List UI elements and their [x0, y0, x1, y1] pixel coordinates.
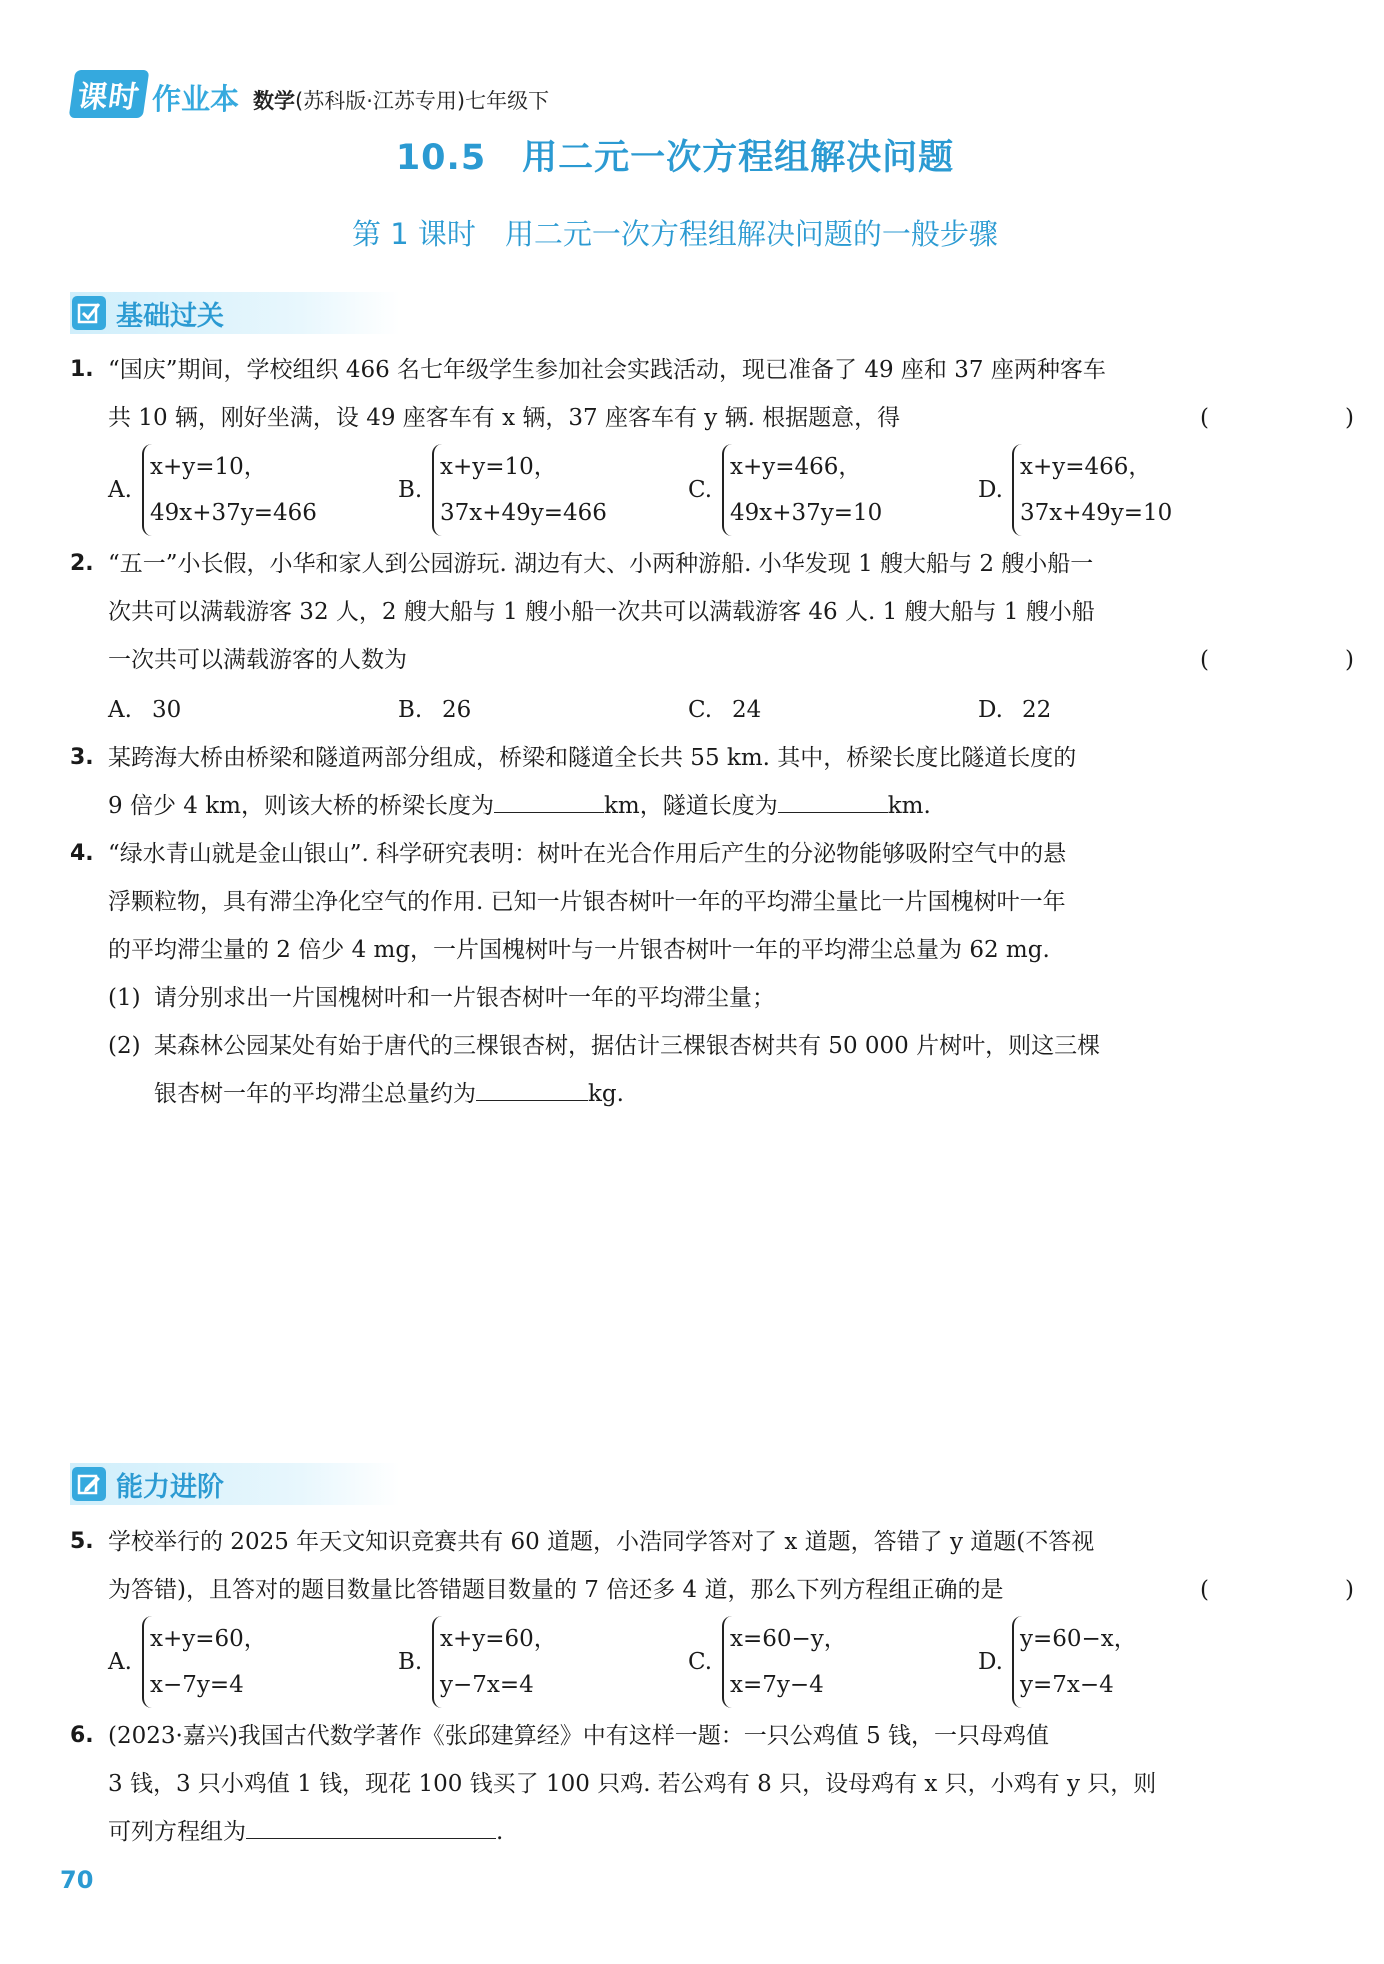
answer-paren[interactable]: ( ) [1200, 405, 1384, 431]
brand-logo [72, 70, 239, 118]
question-text: (2023·嘉兴)我国古代数学著作《张邱建算经》中有这样一题：一只公鸡值 5 钱，一只母鸡值 [108, 1723, 1050, 1749]
question-text: 共 10 辆，刚好坐满，设 49 座客车有 x 辆，37 座客车有 y 辆. 根据题意，得 [108, 405, 901, 431]
question-text: 3 钱，3 只小鸡值 1 钱，现花 100 钱买了 100 只鸡. 若公鸡有 8 只，设母鸡有 x 只，小鸡有 y 只，则 [108, 1771, 1157, 1797]
logo-mark: 课时 [69, 70, 150, 118]
checkbox-icon [72, 296, 106, 330]
question-text: km. [887, 793, 931, 819]
equation-system: x+y=10， 49x+37y=466 [142, 444, 317, 536]
pencil-icon [72, 1467, 106, 1501]
lesson-title: 第 1 课时 用二元一次方程组解决问题的一般步骤 [352, 217, 998, 251]
question-text: 某跨海大桥由桥梁和隧道两部分组成，桥梁和隧道全长共 55 km. 其中，桥梁长度比隧道长度的 [108, 745, 1077, 771]
equation-system: x+y=10， 37x+49y=466 [432, 444, 607, 536]
section-title: 10.5 用二元一次方程组解决问题 [395, 138, 955, 178]
question-text: 浮颗粒物，具有滞尘净化空气的作用. 已知一片银杏树叶一年的平均滞尘量比一片国槐树叶一年 [108, 889, 1066, 915]
option-b[interactable]: B. x+y=60， y−7x=4 [398, 1616, 688, 1708]
equation-system: y=60−x， y=7x−4 [1012, 1616, 1137, 1708]
question-number: 3. [70, 745, 94, 770]
question-text: 9 倍少 4 km，则该大桥的桥梁长度为 [108, 793, 494, 819]
equation-system: x=60−y， x=7y−4 [722, 1616, 847, 1708]
question-text: “五一”小长假，小华和家人到公园游玩. 湖边有大、小两种游船. 小华发现 1 艘大船与 2 艘小船一 [108, 551, 1094, 577]
question-text: 的平均滞尘量的 2 倍少 4 mg，一片国槐树叶与一片银杏树叶一年的平均滞尘总量为 62 mg. [108, 937, 1050, 963]
question-number: 4. [70, 841, 94, 866]
answer-blank[interactable] [778, 782, 888, 813]
question-text: “国庆”期间，学校组织 466 名七年级学生参加社会实践活动，现已准备了 49 座和 37 座两种客车 [108, 357, 1106, 383]
option-c[interactable]: C. x+y=466， 49x+37y=10 [688, 444, 978, 536]
answer-blank[interactable] [246, 1808, 496, 1839]
answer-paren[interactable]: ( ) [1200, 647, 1384, 673]
question-number: 1. [70, 357, 94, 382]
sub-question-2: (2) 某森林公园某处有始于唐代的三棵银杏树，据估计三棵银杏树共有 50 000 片树叶，则这三棵 银杏树一年的平均滞尘总量约为 kg. [108, 1033, 1101, 1107]
equation-system: x+y=466， 49x+37y=10 [722, 444, 882, 536]
banner-advanced [70, 1463, 400, 1505]
question-4 [70, 830, 1270, 1118]
subject-name: 数学 [253, 89, 296, 113]
question-6: 6. (2023·嘉兴)我国古代数学著作《张邱建算经》中有这样一题：一只公鸡值 5 钱，一只母鸡值 3 钱，3 只小鸡值 1 钱，现花 100 钱买了 100 只鸡. 若公鸡有 8 只，设母鸡有 x 只，小鸡有 y 只，则 可列方程组为 . [70, 1712, 1270, 1856]
answer-blank[interactable] [476, 1070, 588, 1101]
equation-system: x+y=60， y−7x=4 [432, 1616, 557, 1708]
question-text: 为答错)，且答对的题目数量比答错题目数量的 7 倍还多 4 道，那么下列方程组正确的是 [108, 1577, 1004, 1603]
sub-question-1: (1) 请分别求出一片国槐树叶和一片银杏树叶一年的平均滞尘量； [108, 985, 775, 1011]
question-number: 2. [70, 551, 94, 576]
option-c[interactable]: C. 24 [688, 697, 762, 723]
question-5 [70, 1518, 1384, 1614]
question-text: 次共可以满载游客 32 人，2 艘大船与 1 艘小船一次共可以满载游客 46 人. 1 艘大船与 1 艘小船 [108, 599, 1095, 625]
question-1-options [108, 444, 1268, 536]
answer-paren[interactable]: ( ) [1200, 1577, 1384, 1603]
option-d[interactable]: D. 22 [978, 697, 1052, 723]
question-2-options [108, 686, 1268, 734]
edition-label: (苏科版·江苏专用)七年级下 [295, 89, 550, 113]
option-a[interactable]: A. x+y=60， x−7y=4 [108, 1616, 398, 1708]
question-5-options [108, 1616, 1268, 1708]
page-header [72, 70, 549, 118]
question-text: 学校举行的 2025 年天文知识竞赛共有 60 道题，小浩同学答对了 x 道题，答错了 y 道题(不答视 [108, 1529, 1095, 1555]
question-text: 一次共可以满载游客的人数为 [108, 647, 407, 673]
answer-blank[interactable] [494, 782, 604, 813]
logo-text: 作业本 [152, 82, 240, 116]
subject-label [253, 85, 549, 115]
option-b[interactable]: B. 26 [398, 697, 472, 723]
question-text: 可列方程组为 [108, 1819, 246, 1845]
question-text: km，隧道长度为 [603, 793, 778, 819]
banner-basic [70, 292, 400, 334]
question-3 [70, 734, 1270, 830]
question-2 [70, 540, 1384, 684]
banner-advanced-label: 能力进阶 [116, 1471, 224, 1503]
equation-system: x+y=466， 37x+49y=10 [1012, 444, 1172, 536]
option-a[interactable]: A. x+y=10， 49x+37y=466 [108, 444, 398, 536]
question-text: “绿水青山就是金山银山”. 科学研究表明：树叶在光合作用后产生的分泌物能够吸附空气中的悬 [108, 841, 1067, 867]
equation-system: x+y=60， x−7y=4 [142, 1616, 267, 1708]
question-number: 6. [70, 1723, 94, 1748]
option-c[interactable]: C. x=60−y， x=7y−4 [688, 1616, 978, 1708]
option-a[interactable]: A. 30 [108, 697, 182, 723]
question-1 [70, 346, 1384, 442]
banner-basic-label: 基础过关 [116, 300, 224, 332]
question-number: 5. [70, 1529, 94, 1554]
option-d[interactable]: D. x+y=466， 37x+49y=10 [978, 444, 1268, 536]
option-b[interactable]: B. x+y=10， 37x+49y=466 [398, 444, 688, 536]
page-number: 70 [60, 1866, 94, 1894]
option-d[interactable]: D. y=60−x， y=7x−4 [978, 1616, 1268, 1708]
